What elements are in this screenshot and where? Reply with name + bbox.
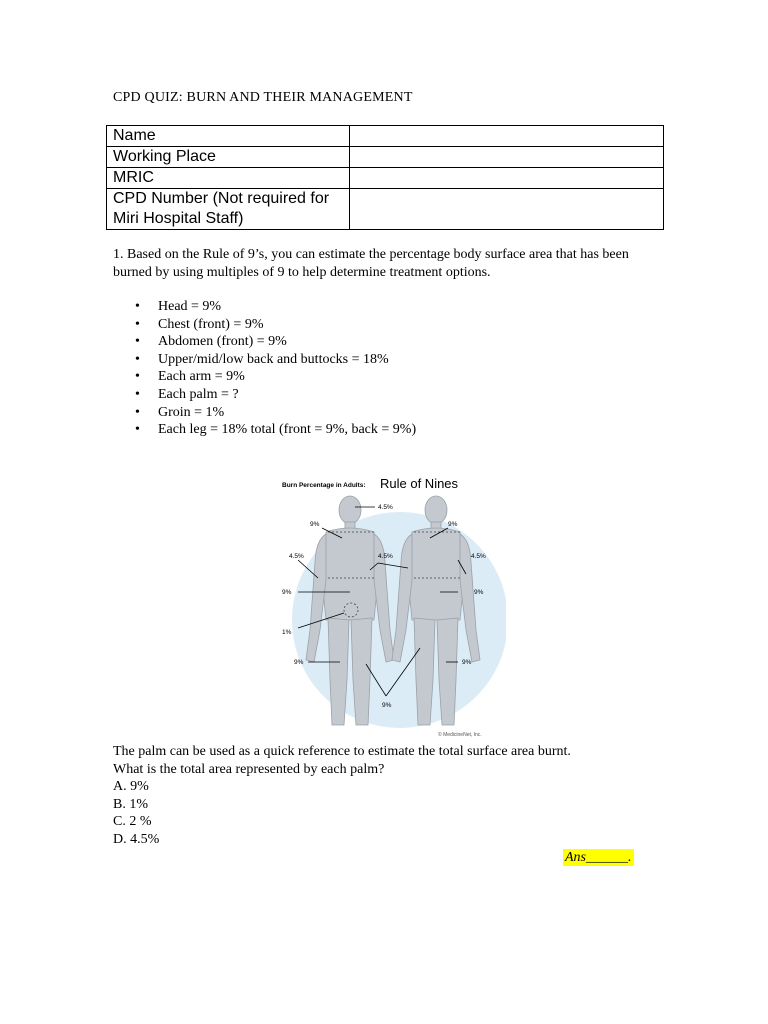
- label-head: 4.5%: [378, 504, 393, 511]
- option-c[interactable]: C. 2 %: [113, 814, 152, 830]
- name-label: Name: [107, 126, 350, 147]
- palm-question-line-2: What is the total area represented by each palm?: [113, 761, 385, 777]
- table-row: [107, 126, 664, 147]
- working-place-field[interactable]: [350, 147, 664, 168]
- label-back-leg: 9%: [462, 659, 472, 666]
- participant-info-table: [106, 125, 664, 230]
- table-row: [107, 189, 664, 230]
- question-1-text: 1. Based on the Rule of 9’s, you can estimate the percentage body surface area that has been burned by using multiples of 9 to help determine treatment options.: [113, 247, 629, 280]
- palm-question-line-1: The palm can be used as a quick reference to estimate the total surface area burnt.: [113, 744, 571, 759]
- option-d[interactable]: D. 4.5%: [113, 831, 160, 847]
- label-back-chest: 9%: [448, 521, 458, 528]
- figure-caption-large: Rule of Nines: [380, 476, 459, 491]
- option-a[interactable]: A. 9%: [113, 779, 149, 795]
- cpd-number-label: CPD Number (Not required for Miri Hospital Staff): [107, 189, 350, 230]
- label-front-abdomen: 9%: [282, 589, 292, 596]
- option-b[interactable]: B. 1%: [113, 796, 148, 812]
- table-row: [107, 147, 664, 168]
- working-place-label: Working Place: [107, 147, 350, 168]
- list-item: • Head = 9%: [113, 298, 416, 316]
- table-row: [107, 168, 664, 189]
- mric-field[interactable]: [350, 168, 664, 189]
- list-item: • Abdomen (front) = 9%: [113, 333, 416, 351]
- figure-caption-small: Burn Percentage in Adults:: [282, 482, 366, 489]
- list-item: • Groin = 1%: [113, 404, 416, 422]
- label-front-chest: 9%: [310, 521, 320, 528]
- list-item: • Chest (front) = 9%: [113, 316, 416, 334]
- cpd-number-field[interactable]: [350, 189, 664, 230]
- label-back-arm: 4.5%: [471, 553, 486, 560]
- label-bottom-legs: 9%: [382, 702, 392, 709]
- page-title: CPD QUIZ: BURN AND THEIR MANAGEMENT: [113, 90, 413, 105]
- rule-of-nines-figure: [270, 470, 506, 742]
- rule-of-nines-list: [113, 298, 416, 439]
- list-item: • Each arm = 9%: [113, 368, 416, 386]
- answer-field[interactable]: Ans______.: [565, 850, 632, 865]
- figure-credit: © MedicineNet, Inc.: [438, 732, 482, 738]
- mric-label: MRIC: [107, 168, 350, 189]
- list-item: • Each leg = 18% total (front = 9%, back = 9%): [113, 421, 416, 439]
- list-item: • Each palm = ?: [113, 386, 416, 404]
- name-field[interactable]: [350, 126, 664, 147]
- label-back-lower: 9%: [474, 589, 484, 596]
- label-front-arm: 4.5%: [289, 553, 304, 560]
- label-groin: 1%: [282, 629, 292, 636]
- label-front-leg: 9%: [294, 659, 304, 666]
- list-item: • Upper/mid/low back and buttocks = 18%: [113, 351, 416, 369]
- palm-question: [113, 743, 571, 849]
- label-mid-arms: 4.5%: [378, 553, 393, 560]
